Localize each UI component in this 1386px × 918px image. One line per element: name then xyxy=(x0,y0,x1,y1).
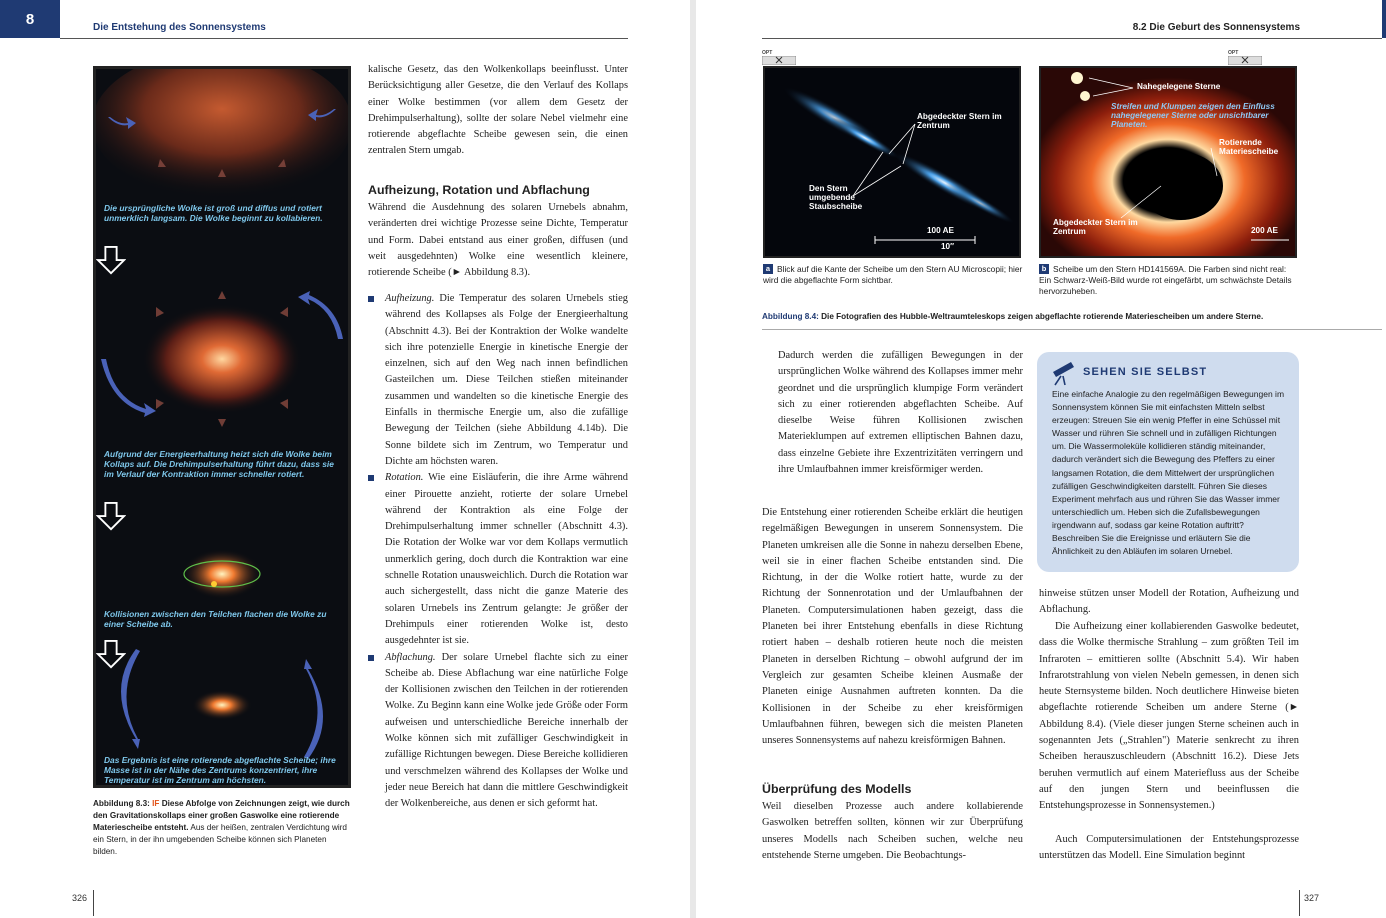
box-text: Eine einfache Analogie zu den regelmäßigen Bewegungen im Sonnensystem können Sie mit einfachsten Mitteln selbst erzeugen: Streuen Sie ein wenig Pfeffer in eine Schüssel mit Wasser und rühren Sie schnell und in zufälligen Richtungen um. Die Wassermoleküle kollidieren ständig miteinander, dadurch verändert sich die Bewegung des Pfeffers zu einer langsamen Rotation, die dem Mittelwert der ursprünglichen zufälligen Geschwindigkeiten darstellt. Führen Sie dieses Experiment mehrfach aus und rühren Sie das Wasser immer unterschiedlich um. Heben sich die Zufallsbewegungen irgendwann auf, sodass gar keine Rotation auftritt? Beschreiben Sie die Ereignisse und erläutern Sie die Ähnlichkeit zu den Abläufen im solaren Urnebel. xyxy=(1052,389,1285,557)
caption-bold: Diese Abfolge von Zeichnungen zeigt, wie durch den Gravitationskollaps einer großen Gaswolke eine rotierende Materiescheibe entsteht. xyxy=(93,799,350,832)
subcaption-text: Blick auf die Kante der Scheibe um den Stern AU Microscopii; hier wird die abgeflachte Form sichtbar. xyxy=(763,264,1023,285)
text-paragraph: Dadurch werden die zufälligen Bewegungen in der ursprünglichen Wolke während des Kollapses immer mehr geordnet und die ursprünglich klumpige Form verändert sich zu einer rotierenden abgeflachten Scheibe. Auf dieselbe Weise führen Kollisionen zwischen Materieklumpen auf extremen elliptischen Bahnen dazu, dass einzelne Gebiete ihre Exzentrizitäten verringern und ihre Umlaufbahnen immer kreisförmiger werden. xyxy=(778,350,1023,476)
figure-8-3-caption xyxy=(93,798,351,858)
footer-rule xyxy=(1299,890,1300,916)
left-page xyxy=(0,0,690,918)
figure-step-caption-4: Das Ergebnis ist eine rotierende abgeflachte Scheibe; ihre Masse ist in der Nähe des Zentrums konzentriert, ihre Temperatur ist im Zentrum am höchsten. xyxy=(104,755,336,785)
photo-au-microscopii xyxy=(763,66,1021,258)
text-paragraph: Während die Ausdehnung des solaren Urnebels abnahm, veränderten drei wichtige Prozesse seine Dichte, Temperatur und Form. Dabei entstand aus einer großen, diffusen (und weit ausgedehnten) Wolke eine wesentlich kleinere, rotierende Scheibe (► Abbildung 8.3). xyxy=(368,202,628,279)
list-item xyxy=(368,470,628,649)
bullet-text: Wie eine Eisläuferin, die ihre Arme während einer Pirouette anzieht, rotierte der solare Urnebel während der Kontraktion als eine Folge der Drehimpulserhaltung immer schneller (Abschnitt 4.3). Die Rotation der Wolke war vor dem Kollaps vermutlich unmerklich gering, doch durch die Kontraktion war eine schnelle Rotation unausweichlich. Durch die Rotation war auch sichergestellt, dass nicht die ganze Materie des solaren Urnebels ins Zentrum gelangte: Je größer der Drehimpuls einer rotierenden Wolke ist, desto ausgedehnter ist sie. xyxy=(385,472,628,647)
opt-badge xyxy=(1228,50,1262,66)
header-rule xyxy=(60,38,628,39)
list-item xyxy=(368,291,628,470)
figure-step-caption-3: Kollisionen zwischen den Teilchen flachen die Wolke zu einer Scheibe ab. xyxy=(104,609,327,629)
photo-hd141569a xyxy=(1039,66,1297,258)
down-arrow-icon xyxy=(96,501,126,531)
bullet-square-icon xyxy=(368,655,374,661)
caption-text: Die Fotografien des Hubble-Weltraumteleskops zeigen abgeflachte rotierende Materiescheiben um andere Sterne. xyxy=(821,312,1264,321)
figure-label: Abbildung 8.3: xyxy=(93,799,150,808)
edge-on-disk-image xyxy=(765,68,1019,256)
subcaption-a xyxy=(763,264,1023,286)
footer-rule xyxy=(93,890,94,916)
label-star-a: Abgedeckter Stern im Zentrum xyxy=(917,112,1002,130)
bullet-text: Die Temperatur des solaren Urnebels stieg während des Kollapses als Folge der Energieerhaltung (Abschnitt 4.3). Bei der Kontraktion der Wolke wandelte sich ihre potenzielle Energie in kinetische Energie der einzelnen, sich auf den Weg nach innen befindlichen Gasteilchen um. Diese Teilchen stießen miteinander zusammen und wandelten so die kinetische Energie des Einfalls in thermische Energie um, also die zufällige Bewegung der Teilchen (siehe Abbildung 4.14b). Die Sonne bildete sich im Zentrum, wo Temperatur und Dichte am höchsten waren. xyxy=(385,293,628,467)
subcaption-tag: a xyxy=(763,264,773,274)
figure-step-caption-2: Aufgrund der Energieerhaltung heizt sich die Wolke beim Kollaps auf. Die Drehimpulserhaltung führt dazu, dass sie im Verlauf der Kontraktion immer schneller rotiert. xyxy=(104,449,334,479)
figure-step-caption-1: Die ursprüngliche Wolke ist groß und diffus und rotiert unmerklich langsam. Die Wolke beginnt zu kollabieren. xyxy=(104,203,323,223)
telescope-mini-icon xyxy=(1228,56,1262,65)
figure-8-4-caption xyxy=(762,312,1382,330)
label-rotating-disk: Rotierende Materiescheibe xyxy=(1219,138,1279,156)
opt-label: OPT xyxy=(1228,50,1239,56)
bullet-square-icon xyxy=(368,475,374,481)
down-arrow-icon xyxy=(96,639,126,669)
section-heading: Aufheizung, Rotation und Abflachung xyxy=(368,183,590,197)
figure-8-3 xyxy=(93,66,351,788)
bullet-term: Abflachung. xyxy=(385,651,436,663)
text-paragraph: Auch Computersimulationen der Entstehungsprozesse unterstützen das Modell. Eine Simulation beginnt xyxy=(1039,834,1299,862)
subcaption-b xyxy=(1039,264,1299,297)
telescope-mini-icon xyxy=(762,56,796,65)
label-star-b: Abgedeckter Stern im Zentrum xyxy=(1053,218,1138,236)
label-nearby-stars: Nahegelegene Sterne xyxy=(1137,82,1221,91)
subcaption-tag: b xyxy=(1039,264,1049,274)
opt-badge xyxy=(762,50,796,66)
telescope-icon xyxy=(1049,358,1079,386)
subcaption-text: Scheibe um den Stern HD141569A. Die Farben sind nicht real: Ein Schwarz-Weiß-Bild wurde rot eingefärbt, um schwächste Details hervorzuheben. xyxy=(1039,264,1292,296)
bullet-term: Aufheizung. xyxy=(385,293,435,304)
text-paragraph: Weil dieselben Prozesse auch andere kollabierende Gaswolken betreffen sollten, können wir zur Überprüfung unseres Modells nach Scheiben suchen, welche neu entstehende Sterne umgeben. Die Beobachtungs- xyxy=(762,801,1023,861)
bullet-text: Der solare Urnebel flachte sich zu einer Scheibe ab. Diese Abflachung war eine natürliche Folge der Kollisionen zwischen den Teilchen in der rotierenden Wolke. Zu Beginn kann eine Wolke jede Größe oder Form aufweisen und unterschiedliche Bereiche innerhalb der Wolke können sich mit zufälliger Geschwindigkeit in zufällige Richtungen bewegen. Diese Bereiche kollidieren und verschmelzen während des Kollapses der Wolke und jeder neue Bereich hat dann die mittlere Geschwindigkeit der Wolkenbereiche, aus denen er sich geformt hat. xyxy=(385,651,628,810)
scale-b: 200 AE xyxy=(1251,226,1279,235)
chapter-number: 8 xyxy=(0,0,60,38)
text-paragraph: hinweise stützen unser Modell der Rotation, Aufheizung und Abflachung. xyxy=(1039,588,1299,616)
figure-label: Abbildung 8.4: xyxy=(762,312,819,321)
figure-ref-badge: IF xyxy=(152,799,160,808)
bullet-square-icon xyxy=(368,296,374,302)
header-rule xyxy=(762,38,1382,39)
running-head-left: Die Entstehung des Sonnensystems xyxy=(93,22,266,33)
text-paragraph: Die Aufheizung einer kollabierenden Gaswolke bedeutet, dass die Wolke thermische Strahlung – zum größten Teil im Infraroten – emittieren sollte (Abschnitt 5.4). Wir haben Infrarotstrahlung von vielen Nebeln gemessen, in denen sich heute Sternsysteme bilden. Noch deutlichere Hinweise bieten abgeflachte rotierende Scheiben um andere Sterne (► Abbildung 8.4). (Viele dieser jungen Sterne scheinen auch in sogenannten Jets („Strahlen") Materie senkrecht zu ihren Scheiben herauszuschleudern (Abschnitt 16.2). Diese Jets beruhen vermutlich auf einem Materiefluss aus der Scheibe auf den jungen Stern und beeinflussen die Entstehungsprozesse in Sonnensystemen.) xyxy=(1039,621,1299,812)
scale-au-a: 100 AE xyxy=(927,226,955,235)
section-heading: Überprüfung des Modells xyxy=(762,782,912,796)
page-number-right: 327 xyxy=(1304,893,1320,903)
scale-arcsec-a: 10″ xyxy=(941,242,955,251)
down-arrow-icon xyxy=(96,245,126,275)
chapter-edge-tab xyxy=(1382,0,1386,38)
box-title: SEHEN SIE SELBST xyxy=(1083,366,1208,378)
label-disk-a: Den Stern umgebende Staubscheibe xyxy=(809,184,863,211)
opt-label: OPT xyxy=(762,50,773,56)
label-streaks: Streifen und Klumpen zeigen den Einfluss nahegelegener Sterne oder unsichtbarer Planeten. xyxy=(1111,102,1275,129)
text-paragraph: Die Entstehung einer rotierenden Scheibe erklärt die heutigen regelmäßigen Bewegungen in unserem Sonnensystem. Die Planeten umkreisen alle die Sonne in nahezu derselben Ebene, weil sie in einer flachen Scheibe entstanden sind. Die Richtung, in der die Wolke rotiert hatte, wurde zu der Richtung der Sonnenrotation und der Umlaufbahnen der Planeten. Computersimulationen haben gezeigt, dass die Planeten bei ihrer Entstehung ebenfalls in diese Richtung rotiert haben – deshalb rotieren heute noch die meisten Planeten in derselben Richtung – obwohl aufgrund der im Vergleich zur gesamten Scheibe kleinen Ausmaße der Planeten einige Ausnahmen auftreten konnten. Da die Kollisionen in der Scheibe zu eher kreisförmigen Umlaufbahnen führen, bewegen sich die meisten Planeten unseres Sonnensystems auf nahezu kreisförmigen Bahnen. xyxy=(762,507,1023,747)
text-intro: kalische Gesetz, das den Wolkenkollaps beeinflusst. Unter Berücksichtigung aller Gesetze, die den Verlauf des Kollaps einer Wolke bestimmen (vor allem dem Gesetz der Drehimpulserhaltung), sollte der solare Nebel vielmehr eine rotierende abgeflachte Scheibe gewesen sein, die einen zentralen Stern umgab. xyxy=(368,64,628,157)
collapse-sequence-graphic xyxy=(96,69,348,785)
caption-normal: Aus der heißen, zentralen Verdichtung wird ein Stern, in der ihn umgebenden Scheibe können sich Planeten bilden. xyxy=(93,823,347,856)
right-page xyxy=(696,0,1386,918)
bullet-term: Rotation. xyxy=(385,472,424,484)
page-number-left: 326 xyxy=(72,893,88,903)
bullet-list xyxy=(368,291,628,813)
try-it-yourself-box xyxy=(1037,352,1299,572)
running-head-right: 8.2 Die Geburt des Sonnensystems xyxy=(1132,22,1300,33)
list-item xyxy=(368,650,628,813)
